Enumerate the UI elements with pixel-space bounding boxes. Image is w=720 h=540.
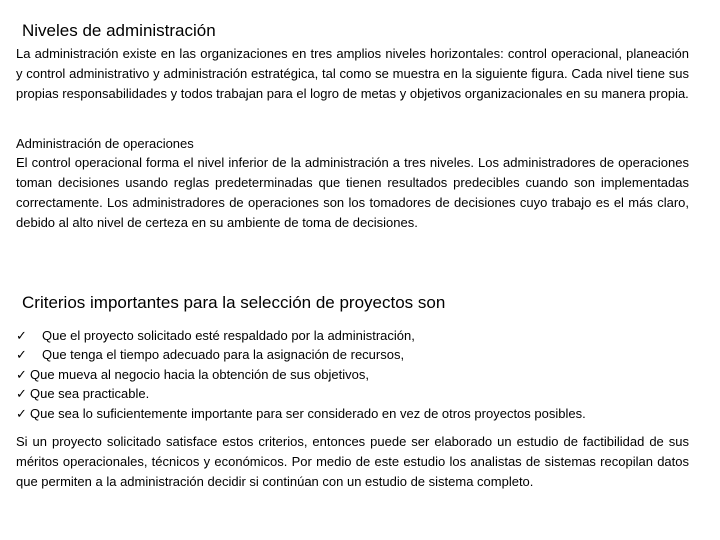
criteria-item [16, 365, 706, 384]
criteria-item [16, 404, 706, 423]
check-icon: ✓ [16, 386, 27, 402]
criteria-text: Que tenga el tiempo adecuado para la asignación de recursos, [42, 347, 405, 363]
criteria-item [16, 326, 706, 345]
check-icon: ✓ [16, 366, 27, 382]
criteria-item [16, 345, 706, 364]
check-icon: ✓ [16, 328, 27, 343]
criteria-text: Que el proyecto solicitado esté respaldado por la administración, [42, 328, 415, 343]
subheading-operaciones: Administración de operaciones [16, 136, 194, 151]
paragraph-estudio: Si un proyecto solicitado satisface estos criterios, entonces puede ser elaborado un estudio de factibilidad de sus méritos operacionales, técnicos y económicos. Por medio de este estudio los analistas de sistemas recopilan datos que permiten a la administración decidir si continúan con un estudio de sistema completo. [16, 434, 689, 489]
section-title-niveles: Niveles de administración [22, 21, 216, 40]
paragraph-niveles: La administración existe en las organizaciones en tres amplios niveles horizontales: control operacional, planeación y control administrativo y administración estratégica, tal como se muestra en la siguiente figura. Cada nivel tiene sus propias responsabilidades y todos trabajan para el logro de metas y objetivos organizacionales en su manera propia. [16, 46, 689, 101]
section-title-criterios: Criterios importantes para la selección de proyectos son [22, 293, 446, 312]
criteria-text: Que sea lo suficientemente importante para ser considerado en vez de otros proyectos posibles. [30, 405, 586, 421]
criteria-text: Que sea practicable. [30, 386, 150, 402]
check-icon: ✓ [16, 405, 27, 421]
criteria-item [16, 384, 706, 403]
criteria-list [16, 326, 706, 423]
paragraph-operaciones: El control operacional forma el nivel inferior de la administración a tres niveles. Los administradores de operaciones toman decisiones usando reglas predeterminadas que tienen resultados predecibles cuando son implementadas correctamente. Los administradores de operaciones son los tomadores de decisiones cuyo trabajo es el más claro, debido al alto nivel de certeza en su ambiente de toma de decisiones. [16, 155, 689, 230]
criteria-text: Que mueva al negocio hacia la obtención de sus objetivos, [30, 366, 369, 382]
check-icon: ✓ [16, 347, 27, 363]
